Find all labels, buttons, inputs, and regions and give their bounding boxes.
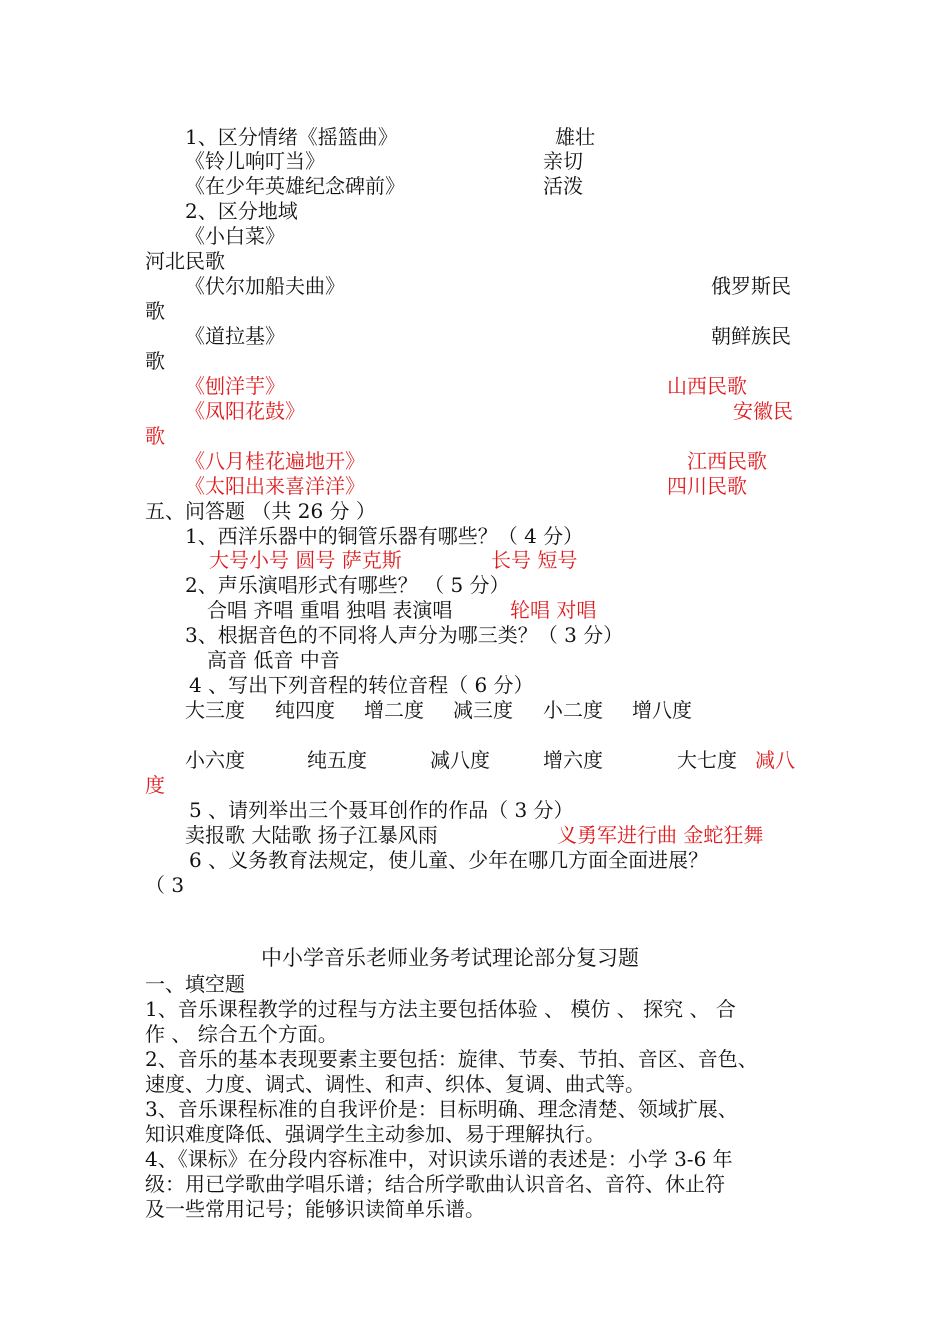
song-line: 《八月桂花遍地开》: [185, 449, 365, 473]
interval-item: 纯四度: [275, 698, 335, 722]
interval-item-wrap: 度: [145, 773, 165, 797]
question: 5 、请列举出三个聂耳创作的作品（ 3 分）: [189, 798, 574, 822]
section-heading: 五、问答题 （共 26 分 ）: [145, 499, 376, 523]
song-line: 《在少年英雄纪念碑前》: [185, 174, 405, 198]
interval-item: 大三度: [185, 698, 245, 722]
question: 1、西洋乐器中的铜管乐器有哪些？（ 4 分）: [185, 524, 584, 548]
mood-answer: 亲切: [543, 149, 583, 173]
question: 3、根据音色的不同将人声分为哪三类？（ 3 分）: [185, 623, 624, 647]
paragraph-line: 级：用已学歌曲学唱乐谱；结合所学歌曲认识音名、音符、休止符: [145, 1172, 725, 1196]
region-answer: 江西民歌: [687, 449, 767, 473]
paragraph-line: 4、《课标》在分段内容标准中，对识读乐谱的表述是：小学 3-6 年: [145, 1147, 733, 1171]
region-answer-wrap: 歌: [145, 424, 165, 448]
answer: 轮唱 对唱: [510, 598, 597, 622]
region-answer-wrap: 歌: [145, 349, 165, 373]
q2-label: 2、区分地域: [185, 199, 298, 223]
region-answer: 四川民歌: [667, 474, 747, 498]
q1-answer: 雄壮: [555, 125, 595, 149]
song-line: 《伏尔加船夫曲》: [185, 274, 345, 298]
interval-item: 减八: [755, 748, 795, 772]
region-answer-wrap: 歌: [145, 299, 165, 323]
paragraph-line: 1、音乐课程教学的过程与方法主要包括体验 、 模仿 、 探究 、 合: [145, 997, 736, 1021]
interval-item: 纯五度: [307, 748, 367, 772]
interval-item: 减三度: [453, 698, 513, 722]
interval-item: 大七度: [677, 748, 737, 772]
document-title: 中小学音乐老师业务考试理论部分复习题: [261, 946, 639, 970]
answer: 高音 低音 中音: [207, 648, 340, 672]
interval-item: 小二度: [543, 698, 603, 722]
question-wrap: （ 3: [145, 873, 185, 897]
paragraph-line: 2、音乐的基本表现要素主要包括：旋律、节奏、节拍、音区、音色、: [145, 1047, 758, 1071]
region-answer: 朝鲜族民: [711, 324, 791, 348]
song-line: 《小白菜》: [185, 224, 285, 248]
answer: 卖报歌 大陆歌 扬子江暴风雨: [185, 823, 438, 847]
song-line: 《凤阳花鼓》: [185, 399, 305, 423]
paragraph-line: 作 、 综合五个方面。: [145, 1022, 338, 1046]
region-answer: 河北民歌: [145, 249, 225, 273]
interval-item: 减八度: [430, 748, 490, 772]
question: 2、声乐演唱形式有哪些？ （ 5 分）: [185, 573, 510, 597]
paragraph-line: 速度、力度、调式、调性、和声、织体、复调、曲式等。: [145, 1072, 645, 1096]
interval-item: 增二度: [364, 698, 424, 722]
answer: 合唱 齐唱 重唱 独唱 表演唱: [207, 598, 453, 622]
mood-answer: 活泼: [543, 174, 583, 198]
region-answer: 安徽民: [733, 399, 793, 423]
interval-item: 增六度: [543, 748, 603, 772]
q1-label: 1、区分情绪《摇篮曲》: [185, 125, 398, 149]
song-line: 《铃儿响叮当》: [185, 149, 325, 173]
interval-item: 增八度: [632, 698, 692, 722]
answer: 长号 短号: [491, 548, 578, 572]
question: 4 、写出下列音程的转位音程（ 6 分）: [189, 673, 534, 697]
paragraph-line: 知识难度降低、强调学生主动参加、易于理解执行。: [145, 1122, 605, 1146]
region-answer: 俄罗斯民: [711, 274, 791, 298]
paragraph-line: 及一些常用记号；能够识读简单乐谱。: [145, 1197, 485, 1221]
section-heading: 一、填空题: [145, 972, 245, 996]
song-line: 《刨洋芋》: [185, 374, 285, 398]
interval-item: 小六度: [185, 748, 245, 772]
song-line: 《太阳出来喜洋洋》: [185, 474, 365, 498]
region-answer: 山西民歌: [667, 374, 747, 398]
paragraph-line: 3、音乐课程标准的自我评价是：目标明确、理念清楚、领域扩展、: [145, 1097, 738, 1121]
song-line: 《道拉基》: [185, 324, 285, 348]
question: 6 、义务教育法规定，使儿童、少年在哪几方面全面进展？: [189, 848, 709, 872]
answer: 大号小号 圆号 萨克斯: [209, 548, 402, 572]
answer: 义勇军进行曲 金蛇狂舞: [557, 823, 764, 847]
